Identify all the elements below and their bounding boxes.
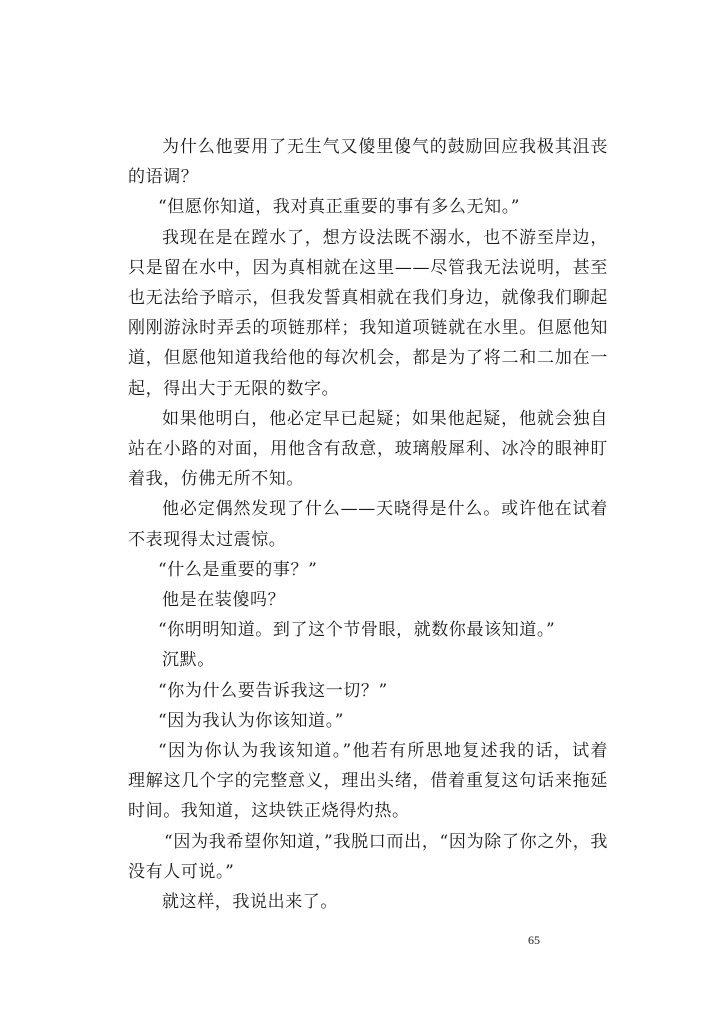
paragraph-3: 我现在是在蹚水了，想方设法既不溺水，也不游至岸边，只是留在水中，因为真相就在这里——尽管我无法说明，甚至也无法给予暗示，但我发誓真相就在我们身边，就像我们聊起刚刚游泳时弄丢的项链那样；我知道项链就在水里。但愿他知道，但愿他知道我给他的每次机会，都是为了将二和二加在一起，得出大于无限的数字。 — [128, 227, 608, 399]
paragraph-7: 他是在装傻吗？ — [162, 590, 286, 611]
paragraph-4: 如果他明白，他必定早已起疑；如果他起疑，他就会独自站在小路的对面，用他含有敌意，玻璃般犀利、冰冷的眼神盯着我，仿佛无所不知。 — [128, 408, 608, 490]
paragraph-12: “因为你认为我该知道。”他若有所思地复述我的话，试着理解这几个字的完整意义，理出头绪，借着重复这句话来拖延时间。我知道，这块铁正烧得灼热。 — [128, 741, 608, 822]
paragraph-9: 沉默。 — [162, 650, 215, 671]
paragraph-10: “你为什么要告诉我这一切？” — [158, 680, 388, 701]
paragraph-1: 为什么他要用了无生气又傻里傻气的鼓励回应我极其沮丧的语调？ — [128, 137, 608, 188]
paragraph-14: 就这样，我说出来了。 — [162, 892, 338, 913]
paragraph-2: “但愿你知道，我对真正重要的事有多么无知。” — [158, 197, 521, 218]
paragraph-13: “因为我希望你知道，”我脱口而出，“因为除了你之外，我没有人可说。” — [128, 831, 608, 882]
page-number: 65 — [528, 933, 540, 947]
paragraph-6: “什么是重要的事？” — [158, 559, 318, 580]
paragraph-11: “因为我认为你该知道。” — [158, 710, 345, 731]
paragraph-5: 他必定偶然发现了什么——天晓得是什么。或许他在试着不表现得太过震惊。 — [128, 499, 608, 550]
body-text — [128, 132, 608, 917]
paragraph-8: “你明明知道。到了这个节骨眼，就数你最该知道。” — [158, 620, 556, 641]
